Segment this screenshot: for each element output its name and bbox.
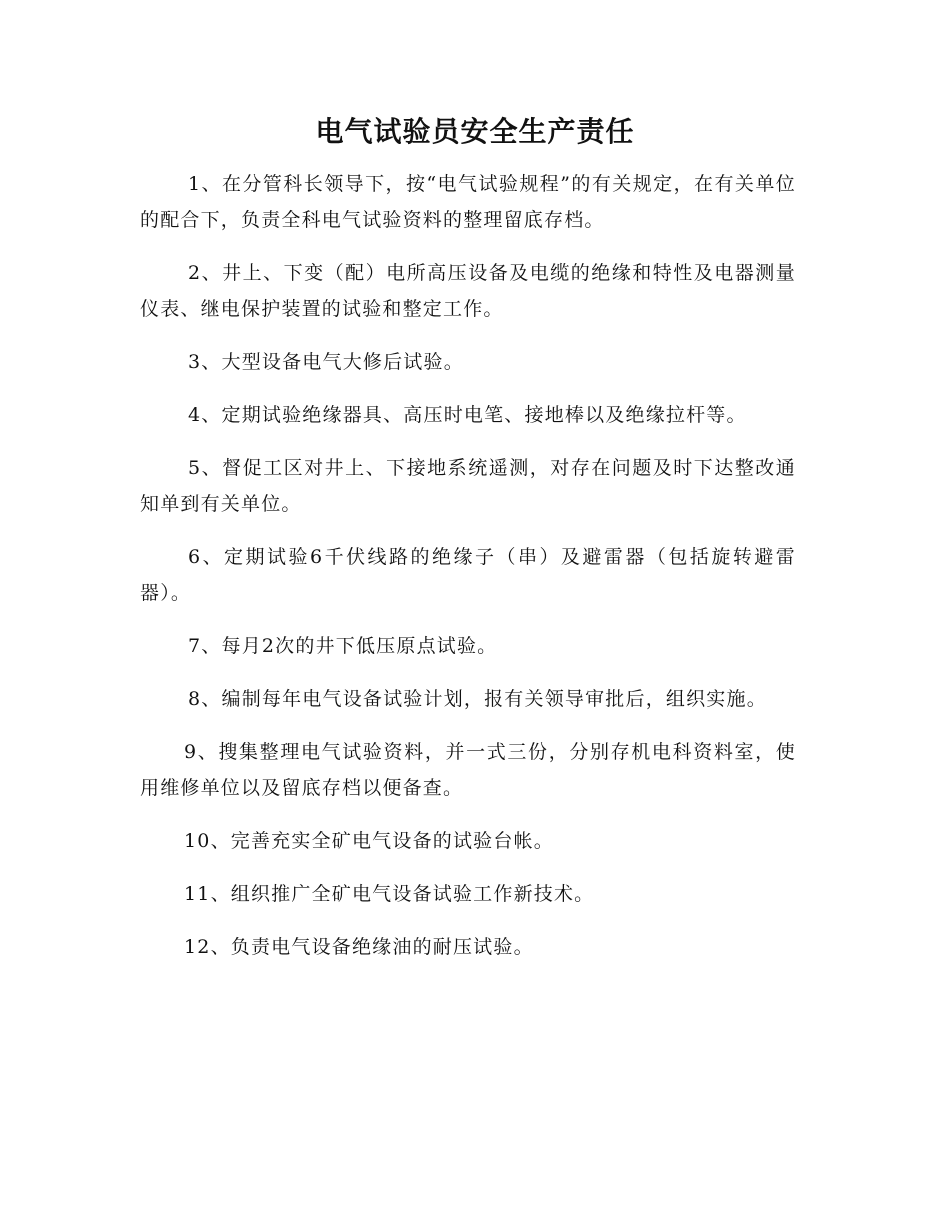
responsibility-list: [140, 166, 796, 982]
list-item-4: 4、定期试验绝缘器具、高压时电笔、接地棒以及绝缘拉杆等。: [188, 404, 747, 426]
list-item-2: 2、井上、下变（配）电所高压设备及电缆的绝缘和特性及电器测量仪表、继电保护装置的试验和整定工作。: [140, 262, 796, 320]
list-item-7: 7、每月2次的井下低压原点试验。: [188, 635, 498, 657]
list-item-8: 8、编制每年电气设备试验计划，报有关领导审批后，组织实施。: [188, 688, 767, 710]
page-title: 电气试验员安全生产责任: [315, 115, 635, 148]
list-item-3: 3、大型设备电气大修后试验。: [188, 351, 464, 373]
list-item-11: 11、组织推广全矿电气设备试验工作新技术。: [184, 883, 595, 905]
list-item-1: 1、在分管科长领导下，按“电气试验规程”的有关规定，在有关单位的配合下，负责全科电气试验资料的整理留底存档。: [140, 173, 796, 231]
list-item-9: 9、搜集整理电气试验资料，并一式三份，分别存机电科资料室，使用维修单位以及留底存档以便备查。: [140, 741, 796, 799]
list-item-12: 12、负责电气设备绝缘油的耐压试验。: [184, 936, 534, 958]
list-item-10: 10、完善充实全矿电气设备的试验台帐。: [184, 830, 554, 852]
list-item-5: 5、督促工区对井上、下接地系统遥测，对存在问题及时下达整改通知单到有关单位。: [140, 457, 796, 515]
list-item-6: 6、定期试验6千伏线路的绝缘子（串）及避雷器（包括旋转避雷器）。: [140, 546, 796, 604]
